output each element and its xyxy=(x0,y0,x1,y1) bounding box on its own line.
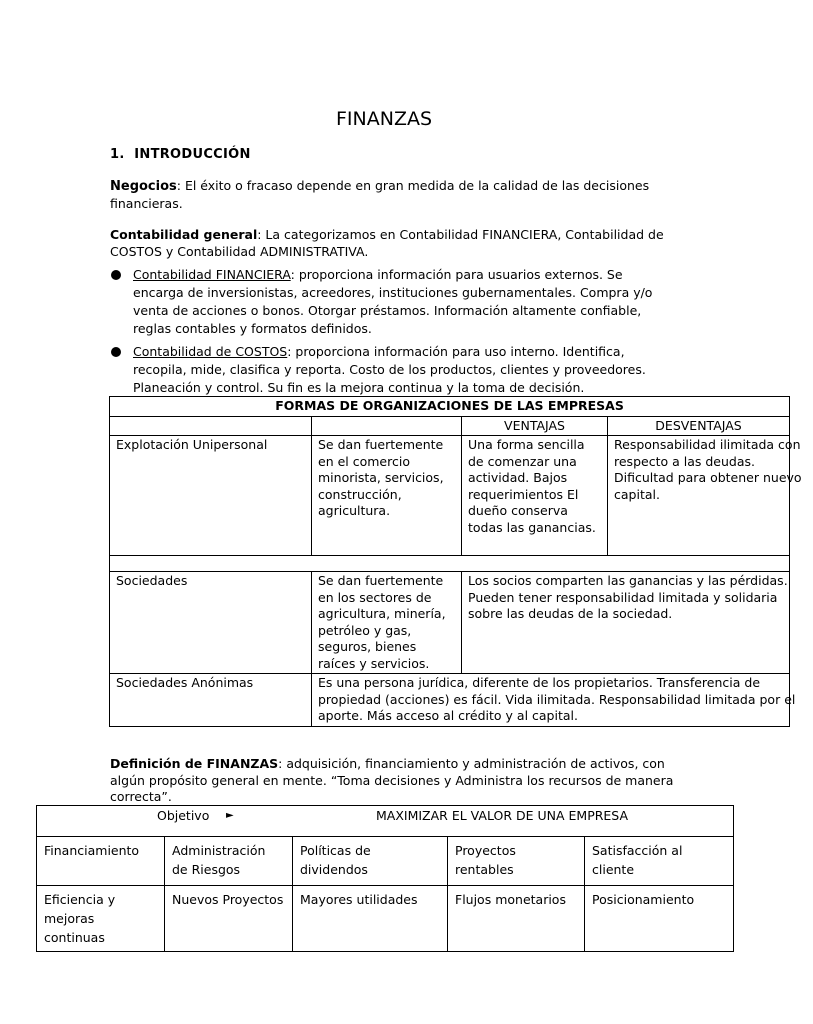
table-cell: Proyectos rentables xyxy=(448,837,585,886)
table-cell: Satisfacción al cliente xyxy=(585,837,734,886)
table-cell: Nuevos Proyectos xyxy=(165,886,293,952)
bullet-financiera-text: : proporciona información para usuarios externos. Se encarga de inversionistas, acreedores, instituciones gubernamentales. Compra y/o venta de acciones o bonos. Otorgar préstamos. Información altamente confiable, reglas contables y formatos definidos. xyxy=(133,267,653,336)
contabilidad-paragraph xyxy=(110,227,670,260)
table-row xyxy=(110,572,790,674)
table-cell: Posicionamiento xyxy=(585,886,734,952)
table-row xyxy=(110,556,790,572)
negocios-term: Negocios xyxy=(110,179,177,194)
bullet-financiera xyxy=(133,266,663,338)
row-name: Explotación Unipersonal xyxy=(110,436,312,556)
row-sectors: Se dan fuertemente en el comercio minorista, servicios, construcción, agricultura. xyxy=(312,436,462,556)
contabilidad-term: Contabilidad general xyxy=(110,227,258,242)
objective-cell xyxy=(37,806,734,837)
table-row xyxy=(110,436,790,556)
table-cell xyxy=(312,416,462,436)
section-label: INTRODUCCIÓN xyxy=(134,147,251,162)
bullet-financiera-term: Contabilidad FINANCIERA xyxy=(133,267,291,282)
row-sectors: Se dan fuertemente en los sectores de agricultura, minería, petróleo y gas, seguros, bienes raíces y servicios. xyxy=(312,572,462,674)
bullet-costos-term: Contabilidad de COSTOS xyxy=(133,344,288,359)
finance-objectives-table xyxy=(36,805,734,952)
row-combined-text: Es una persona jurídica, diferente de los propietarios. Transferencia de propiedad (acciones) es fácil. Vida ilimitada. Responsabilidad limitada por el aporte. Más acceso al crédito y al capital. xyxy=(318,675,796,723)
row-combined-text: Los socios comparten las ganancias y las pérdidas. Pueden tener responsabilidad limitada y solidaria sobre las deudas de la sociedad. xyxy=(468,573,788,621)
bullet-marker xyxy=(111,270,121,280)
section-heading xyxy=(110,147,251,162)
objective-label: Objetivo xyxy=(157,808,210,823)
table-row xyxy=(37,806,734,837)
table-cell: Administración de Riesgos xyxy=(165,837,293,886)
table-cell: Políticas de dividendos xyxy=(293,837,448,886)
row-desventajas-text: Responsabilidad ilimitada con respecto a las deudas. Dificultad para obtener nuevo capital. xyxy=(614,437,802,502)
col-header-ventajas: VENTAJAS xyxy=(462,416,608,436)
table-row xyxy=(37,837,734,886)
definicion-text: : adquisición, financiamiento y administración de activos, con algún propósito general en mente. “Toma decisiones y Administra los recursos de manera correcta”. xyxy=(110,756,674,804)
objective-goal: MAXIMIZAR EL VALOR DE UNA EMPRESA xyxy=(376,808,629,823)
spacer-cell xyxy=(110,556,790,572)
col-header-desventajas: DESVENTAJAS xyxy=(608,416,790,436)
organizations-table-title: FORMAS DE ORGANIZACIONES DE LAS EMPRESAS xyxy=(110,397,790,417)
table-cell: Eficiencia y mejoras continuas xyxy=(37,886,165,952)
negocios-paragraph xyxy=(110,178,670,212)
row-ventajas: Una forma sencilla de comenzar una actividad. Bajos requerimientos El dueño conserva todas las ganancias. xyxy=(462,436,608,556)
negocios-text: : El éxito o fracaso depende en gran medida de la calidad de las decisiones financieras. xyxy=(110,178,650,211)
row-combined xyxy=(312,674,796,727)
table-cell xyxy=(110,416,312,436)
row-desventajas xyxy=(608,436,802,556)
definicion-paragraph xyxy=(110,756,690,806)
definicion-term: Definición de FINANZAS xyxy=(110,756,279,771)
bullet-costos-text: : proporciona información para uso interno. Identifica, recopila, mide, clasifica y reporta. Costo de los productos, clientes y proveedores. Planeación y control. Su fin es la mejora continua y la toma de decisión. xyxy=(133,344,646,395)
table-row xyxy=(110,416,790,436)
document-title: FINANZAS xyxy=(335,108,433,130)
row-combined xyxy=(462,572,790,674)
table-row xyxy=(110,397,790,417)
table-cell: Financiamiento xyxy=(37,837,165,886)
organizations-table xyxy=(109,396,802,727)
table-row xyxy=(37,886,734,952)
row-name: Sociedades xyxy=(110,572,312,674)
section-number: 1. xyxy=(110,147,125,162)
bullet-marker xyxy=(111,347,121,357)
table-cell: Mayores utilidades xyxy=(293,886,448,952)
table-row xyxy=(110,674,790,727)
arrow-right-icon: ► xyxy=(226,810,234,821)
bullet-costos xyxy=(133,343,663,397)
contabilidad-text: : La categorizamos en Contabilidad FINANCIERA, Contabilidad de COSTOS y Contabilidad ADMINISTRATIVA. xyxy=(110,227,664,259)
table-cell: Flujos monetarios xyxy=(448,886,585,952)
row-name: Sociedades Anónimas xyxy=(110,674,312,727)
